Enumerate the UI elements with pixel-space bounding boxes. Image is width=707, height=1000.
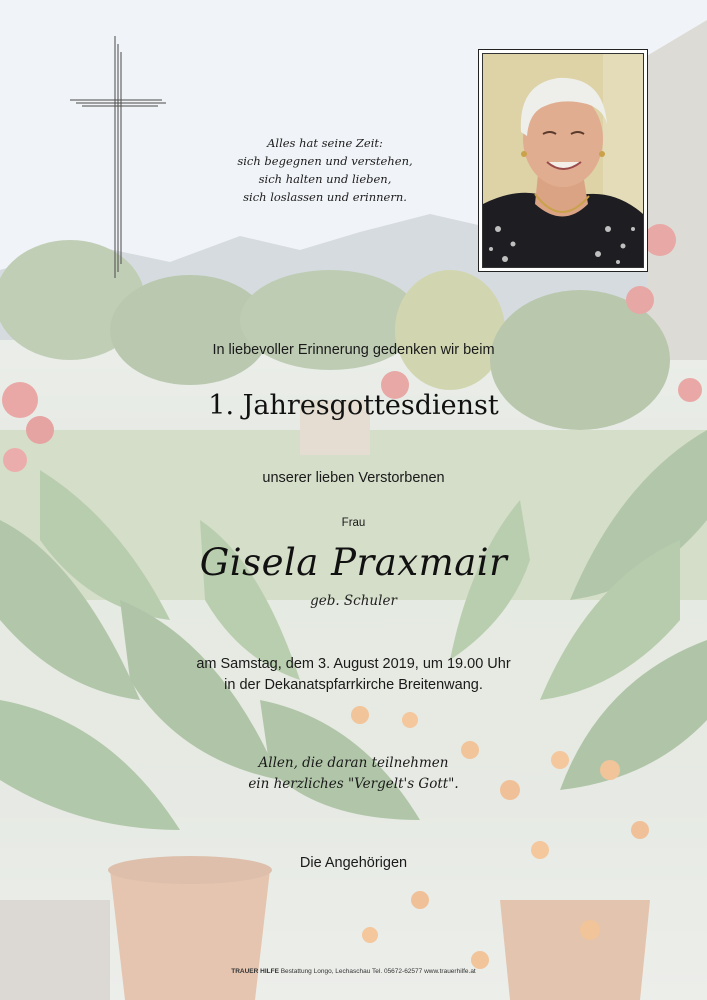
family-signature: Die Angehörigen: [299, 855, 408, 871]
portrait-photo: [482, 53, 644, 268]
relation-text: unserer lieben Verstorbenen: [262, 470, 445, 486]
service-date: am Samstag, dem 3. August 2019, um 19.00 Uhr: [196, 656, 511, 672]
portrait-frame: [478, 49, 648, 272]
verse-line: sich begegnen und verstehen,: [237, 154, 413, 168]
thanks-line: ein herzliches "Vergelt's Gott".: [248, 776, 459, 792]
verse-line: sich halten und lieben,: [258, 172, 392, 186]
verse-line: Alles hat seine Zeit:: [267, 136, 383, 150]
maiden-name: geb. Schuler: [310, 593, 397, 609]
service-title: 1. Jahresgottesdienst: [208, 390, 499, 421]
verse-line: sich loslassen und erinnern.: [243, 190, 407, 204]
honorific-text: Frau: [341, 517, 366, 529]
footer-brand: TRAUER HILFE: [231, 968, 279, 975]
memorial-verse: [205, 134, 445, 206]
intro-text: In liebevoller Erinnerung gedenken wir beim: [212, 342, 495, 358]
footer: [0, 968, 707, 975]
cross-icon: [68, 36, 168, 278]
thanks-line: Allen, die daran teilnehmen: [258, 755, 449, 771]
footer-details: Bestattung Longo, Lechaschau Tel. 05672-62577 www.trauerhilfe.at: [280, 968, 476, 975]
deceased-name: Gisela Praxmair: [199, 541, 508, 584]
service-place: in der Dekanatspfarrkirche Breitenwang.: [224, 677, 483, 693]
